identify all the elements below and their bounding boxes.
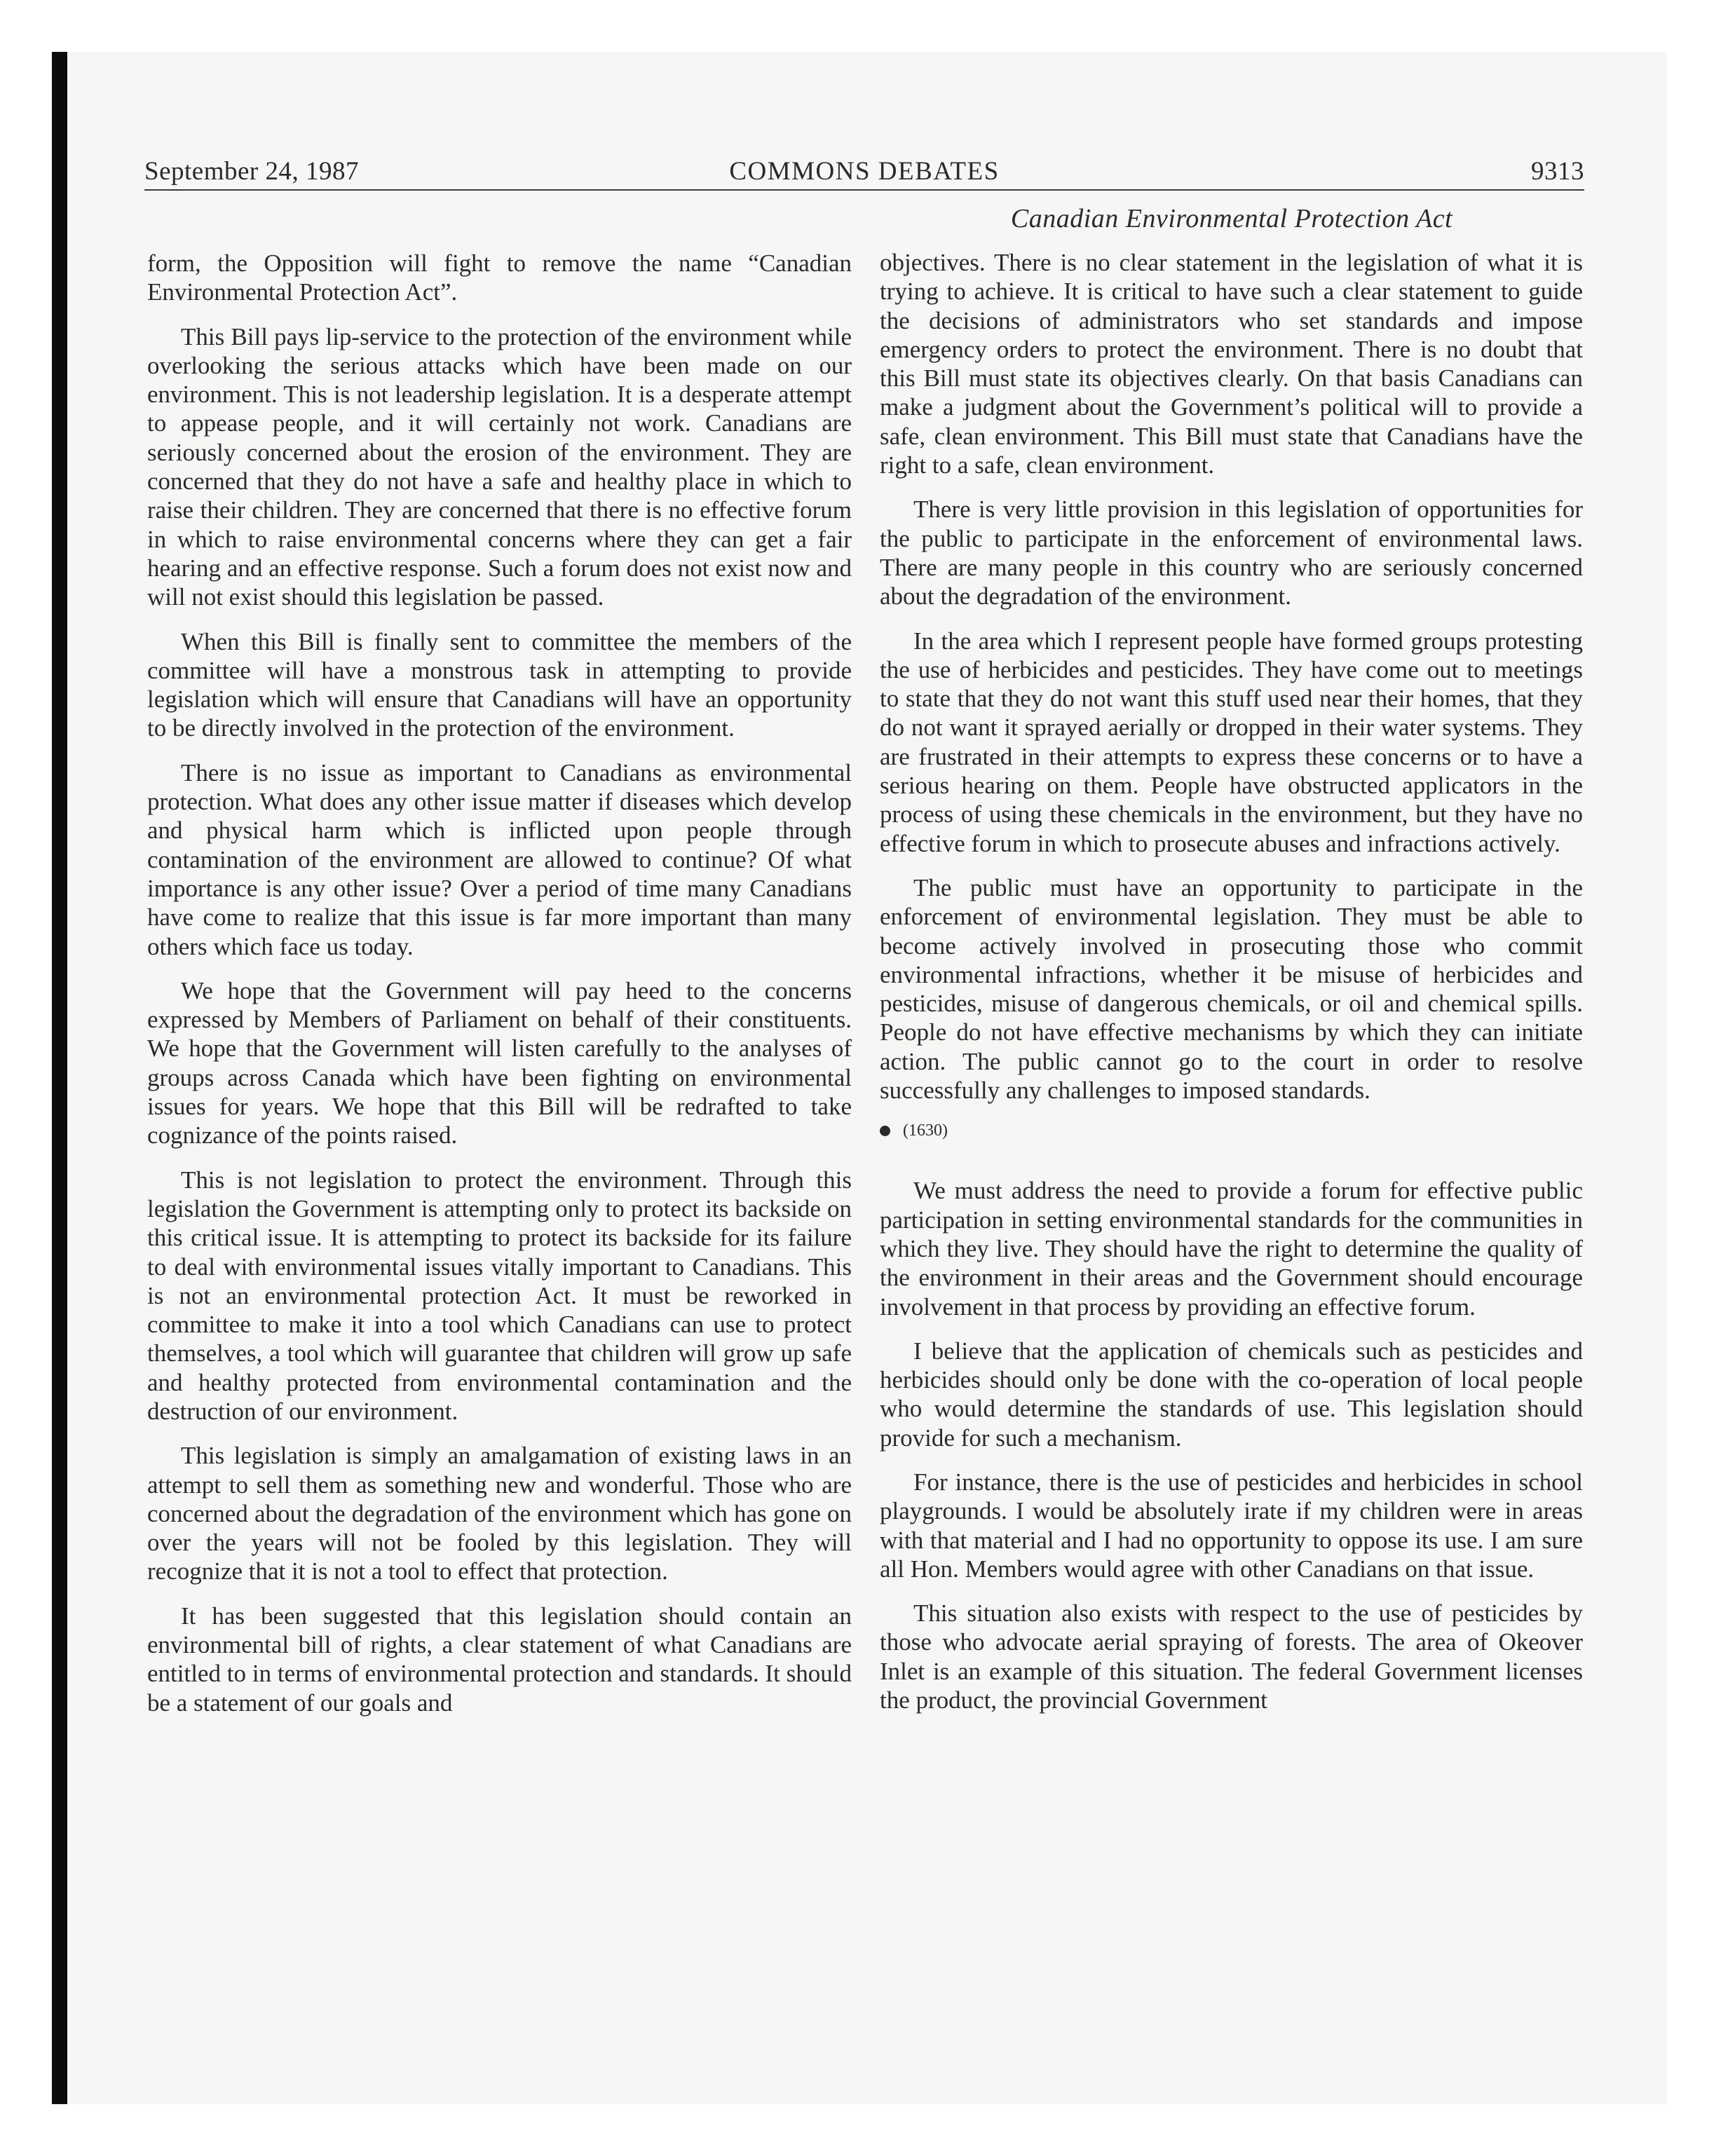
paragraph: There is very little provision in this legislation of opportunities for the public to participate in the enforcement of environmental laws. There are many people in this country who are seriously concerned about the degradation of the environment. [880,496,1583,610]
scan-edge-bar [52,52,67,2104]
paragraph: The public must have an opportunity to participate in the enforcement of environmental legislation. They must be able to become actively involved in prosecuting those who commit environmental infractions, whether it be misuse of herbicides and pesticides, misuse of dangerous chemicals, or oil and chemical spills. People do not have effective mechanisms by which they can initiate action. The public cannot go to the court in order to resolve successfully any challenges to imposed standards. [880,873,1583,1105]
time-marker [880,1120,1583,1141]
paragraph: objectives. There is no clear statement in the legislation of what it is trying to achieve. It is critical to have such a clear statement to guide the decisions of administrators who set standards and impose emergency orders to protect the environment. There is no doubt that this Bill must state its objectives clearly. On that basis Canadians can make a judgment about the Government’s political will to provide a safe, clean environment. This Bill must state that Canadians have the right to a safe, clean environment. [880,249,1583,479]
paragraph: It has been suggested that this legislation should contain an environmental bill of rights, a clear statement of what Canadians are entitled to in terms of environmental protection and standards. It should be a statement of our goals and [147,1602,852,1717]
paragraph: For instance, there is the use of pesticides and herbicides in school playgrounds. I would be absolutely irate if my children were in areas with that material and I had no opportunity to oppose its use. I am sure all Hon. Members would agree with other Canadians on that issue. [880,1468,1583,1583]
page-header [144,156,1584,191]
left-column [147,249,852,1733]
header-date: September 24, 1987 [144,157,359,186]
paragraph: In the area which I represent people have formed groups protesting the use of herbicides and pesticides. They have come out to meetings to state that they do not want this stuff used near their homes, that they do not want it sprayed aerially or dropped in their water systems. They are frustrated in their attempts to express these concerns or to have a serious hearing on them. People have obstructed applicators in the process of using these chemicals in the environment, but they have no effective forum in which to prosecute abuses and infractions actively. [880,627,1583,857]
header-title: COMMONS DEBATES [729,157,1000,186]
right-column [880,248,1583,1730]
paragraph: This situation also exists with respect to the use of pesticides by those who advocate aerial spraying of forests. The area of Okeover Inlet is an example of this situation. The federal Government licenses the product, the provincial Government [880,1599,1583,1714]
paragraph: This is not legislation to protect the environment. Through this legislation the Government is attempting only to protect its backside on this critical issue. It is attempting to protect its backside for its failure to deal with environmental issues vitally important to Canadians. This is not an environmental protection Act. It must be reworked in committee to make it into a tool which Canadians can use to protect themselves, a tool which will guarantee that children will grow up safe and healthy protected from environmental contamination and the destruction of our environment. [147,1166,852,1425]
bullet-dot-icon [880,1126,890,1136]
section-title: Canadian Environmental Protection Act [1010,204,1453,233]
paragraph: This Bill pays lip-service to the protection of the environment while overlooking the serious attacks which have been made on our environment. This is not leadership legislation. It is a desperate attempt to appease people, and it will certainly not work. Canadians are seriously concerned about the erosion of the environment. They are concerned that they do not have a safe and healthy place in which to raise their children. They are concerned that there is no effective forum in which to raise environmental concerns where they can get a fair hearing and an effective response. Such a forum does not exist now and will not exist should this legislation be passed. [147,322,852,611]
paragraph: We must address the need to provide a forum for effective public participation in setting environmental standards for the communities in which they live. They should have the right to determine the quality of the environment in their areas and the Government should encourage involvement in that process by providing an effective forum. [880,1177,1583,1321]
paragraph: We hope that the Government will pay heed to the concerns expressed by Members of Parliament on behalf of their constituents. We hope that the Government will listen carefully to the analyses of groups across Canada which have been fighting on environmental issues for years. We hope that this Bill will be redrafted to take cognizance of the points raised. [147,976,852,1149]
paragraph: This legislation is simply an amalgamation of existing laws in an attempt to sell them as something new and wonderful. Those who are concerned about the degradation of the environment which has gone on over the years will not be fooled by this legislation. They will recognize that it is not a tool to effect that protection. [147,1442,852,1585]
paragraph: There is no issue as important to Canadians as environmental protection. What does any other issue matter if diseases which develop and physical harm which is inflicted upon people through contamination of the environment are allowed to continue? Of what importance is any other issue? Over a period of time many Canadians have come to realize that this issue is far more important than many others which face us today. [147,758,852,960]
paragraph: form, the Opposition will fight to remove the name “Canadian Environmental Protection Act”. [147,250,852,306]
time-marker-label: (1630) [903,1121,948,1140]
header-page-number: 9313 [1531,157,1584,186]
paragraph: When this Bill is finally sent to committee the members of the committee will have a monstrous task in attempting to provide legislation which will ensure that Canadians will have an opportunity to be directly involved in the protection of the environment. [147,627,852,742]
paragraph: I believe that the application of chemicals such as pesticides and herbicides should only be done with the co-operation of local people who would determine the standards of use. This legislation should provide for such a mechanism. [880,1337,1583,1452]
